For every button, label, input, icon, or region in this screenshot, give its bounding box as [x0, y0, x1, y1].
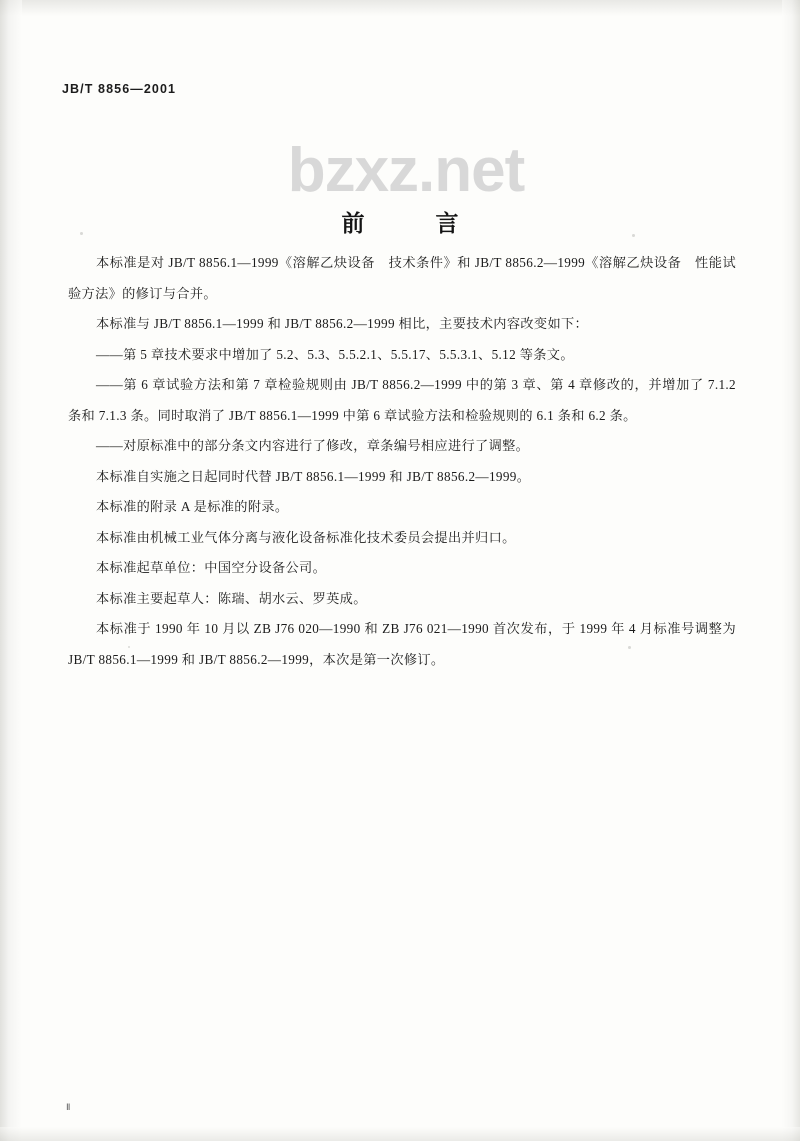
standard-number: JB/T 8856—2001 — [62, 82, 177, 96]
paragraph: ——对原标准中的部分条文内容进行了修改，章条编号相应进行了调整。 — [96, 438, 530, 453]
page-folio: Ⅱ — [66, 1102, 72, 1112]
paragraph: 本标准的附录 A 是标准的附录。 — [96, 499, 289, 514]
paragraph: 本标准自实施之日起同时代替 JB/T 8856.1—1999 和 JB/T 8856.2—1999。 — [96, 468, 531, 484]
scan-edge-bottom — [0, 1127, 800, 1141]
paragraph: 本标准由机械工业气体分离与液化设备标准化技术委员会提出并归口。 — [96, 529, 516, 545]
paragraph: 本标准主要起草人：陈瑞、胡水云、罗英成。 — [96, 590, 367, 606]
scan-edge-top — [0, 0, 800, 16]
paragraph: 本标准于 1990 年 10 月以 ZB J76 020—1990 和 ZB J76 021—1990 首次发布，于 1999 年 4 月标准号调整为 JB/T 8856.1—1999 和 JB/T 8856.2—1999，本次是第一次修订。 — [68, 621, 736, 667]
paragraph: ——第 5 章技术要求中增加了 5.2、5.3、5.5.2.1、5.5.17、5.5.3.1、5.12 等条文。 — [96, 346, 574, 362]
paragraph: 本标准是对 JB/T 8856.1—1999《溶解乙炔设备 技术条件》和 JB/T 8856.2—1999《溶解乙炔设备 性能试验方法》的修订与合并。 — [68, 255, 736, 301]
page-title: 前 言 — [341, 211, 483, 236]
paragraph: 本标准起草单位：中国空分设备公司。 — [96, 560, 327, 575]
watermark-text: bzxz.net — [287, 136, 525, 205]
scan-edge-left — [0, 0, 22, 1141]
foreword-body — [68, 248, 736, 675]
scan-speck — [628, 646, 631, 649]
paragraph: 本标准与 JB/T 8856.1—1999 和 JB/T 8856.2—1999 相比，主要技术内容改变如下： — [96, 316, 589, 331]
paragraph: ——第 6 章试验方法和第 7 章检验规则由 JB/T 8856.2—1999 中的第 3 章、第 4 章修改的，并增加了 7.1.2 条和 7.1.3 条。同时取消了 JB/T 8856.1—1999 中第 6 章试验方法和检验规则的 6.1 条和 6.2 条。 — [68, 377, 736, 423]
scan-edge-right — [782, 0, 800, 1141]
scan-speck — [632, 234, 635, 237]
scan-speck — [128, 646, 130, 648]
scan-speck — [80, 232, 83, 235]
